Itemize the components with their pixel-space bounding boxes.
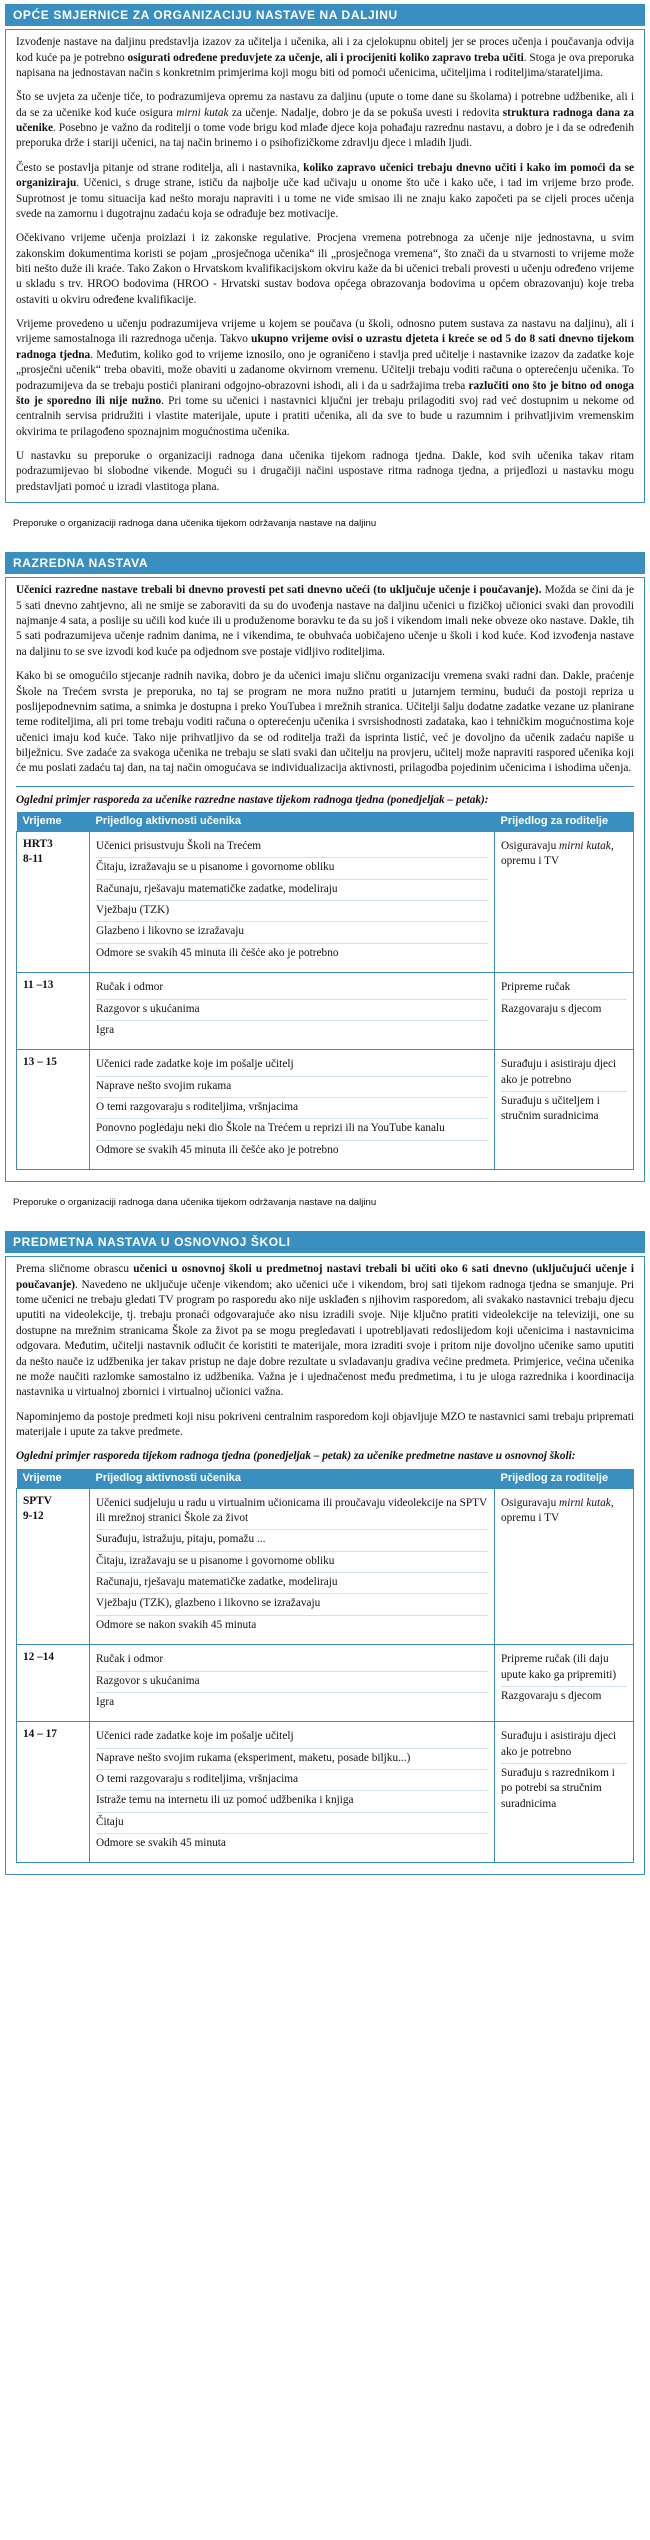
text-run: . Međutim, koliko god to vrijeme iznosilo, ono je ograničeno i stavlja pred učitelje i nastavnike izazov da zadatke koje „prosječni učenik“ treba obaviti, može obaviti u zadanome okvirnom vremenu. Učitelji trebaju voditi računa o opterećenju učenika. To podrazumijeva da se trebaju postići planirani odgojno-obrazovni ishodi, ali i da u sadržajima treba: [16, 348, 634, 392]
activity-item: Računaju, rješavaju matematičke zadatke, modeliraju: [96, 880, 488, 901]
activity-item: Ručak i odmor: [96, 1650, 488, 1671]
column-header: Vrijeme: [17, 812, 90, 831]
parents-cell: [495, 1050, 634, 1170]
activity-item: O temi razgovaraju s roditeljima, vršnjacima: [96, 1098, 488, 1119]
text-run: Osiguravaju: [501, 840, 560, 852]
activity-item: Vježbaju (TZK), glazbeno i likovno se izražavaju: [96, 1594, 488, 1615]
column-header: Vrijeme: [17, 1469, 90, 1488]
text-run: , opremu i TV: [501, 1496, 614, 1525]
activity-item: Odmore se svakih 45 minuta: [96, 1837, 226, 1850]
activities-cell: [90, 1722, 495, 1863]
activity-item: Igra: [96, 1023, 115, 1036]
paragraph: [16, 90, 634, 151]
text-run: Možda se čini da je 5 sati dnevno zahtjevno, ali ne smije se zaboraviti da su do uvođenja nastave na daljinu učenici u fizičkoj učionici svaki dan provodili najmanje 4 sata, a poslije su učili kod kuće ili u produženome boravku te da su još i vikendom imali neke obveze oko nastave. Dakle, tih 5 sati podrazumijeva učenje radnim danima, ne i vikendima, te obuhvaća uobičajeno učenje u školi i kod kuće. Kod izvođenja nastave na daljinu to se sve izvodi kod kuće pa odjednom sve postaje vidljivo roditeljima.: [16, 584, 634, 658]
activity-item: Vježbaju (TZK): [96, 901, 488, 922]
parent-suggestion: [501, 1055, 627, 1092]
text-run: Pripreme ručak (ili daju upute kako ga pripremiti): [501, 1653, 617, 1681]
emphasized-text: učenici u osnovnoj školi u predmetnoj nastavi trebali bi učiti oko 6 sati dnevno (uključujući učenje i poučavanje): [16, 1263, 634, 1291]
table-row: [17, 1050, 634, 1170]
activity-item: Učenici rade zadatke koje im pošalje učitelj: [96, 1055, 488, 1076]
time-text: 12 –14: [23, 1651, 55, 1664]
emphasized-text: razlučiti ono što je bitno od onoga što je sporedno ili nije nužno: [16, 379, 635, 407]
time-cell: [17, 832, 90, 973]
schedule-table-subject: [16, 1469, 634, 1864]
text-run: . Učenici, s druge strane, ističu da najbolje uče kad učivaju u onome što uče i kako uče, i tad im vrijeme brzo prođe. Suprotnost je tomu situacija kad nešto moraju napraviti i u tome ne vide smisao ili ne znaju kako započeti pa se cijeli proces učenja svede na zamornu i dugotrajnu zadaću koja se odrađuje bez motivacije.: [16, 177, 634, 220]
divider: [16, 786, 634, 787]
section-header-class-teaching: RAZREDNA NASTAVA: [5, 552, 645, 574]
time-text: 8-11: [23, 853, 44, 866]
column-header: Prijedlog za roditelje: [495, 812, 634, 831]
table-row: [17, 973, 634, 1050]
parent-suggestion: [501, 1650, 627, 1687]
text-run: . Pri tome su učenici i nastavnici ključni jer trebaju prilagoditi svoj rad već dostupnim u nekome od centralnih servisa pridružiti i vlastite materijale, upute i pratiti učenika, ali da sve to bude u razumnim i prihvatljivim vremenskim okvirima te prilagođeno spoznajnim mogućnostima učenika.: [16, 394, 634, 438]
activity-item: Odmore se svakih 45 minuta ili češće ako je potrebno: [96, 946, 339, 959]
activity-item: Istraže temu na internetu ili uz pomoć udžbenika i knjiga: [96, 1791, 488, 1812]
text-run: Pripreme ručak: [501, 981, 571, 994]
activities-cell: [90, 1645, 495, 1722]
parents-cell: [495, 1645, 634, 1722]
parent-suggestion: [501, 978, 627, 999]
section-header-general: OPĆE SMJERNICE ZA ORGANIZACIJU NASTAVE NA DALJINU: [5, 4, 645, 26]
time-text: 9-12: [23, 1510, 44, 1523]
italic-text: mirni kutak: [559, 1496, 611, 1509]
parent-suggestion: [501, 1494, 627, 1530]
text-run: . Navedeno ne uključuje učenje vikendom; ako učenici uče i vikendom, broj sati tijekom radnoga tjedna se smanjuje. Pri tome učenici ne trebaju gledati TV program po rasporedu ako nije usklađen s njihovim rasporedom, ali svakako nastavnici trebaju djecu uputiti na videolekcije, tj. trebaju pronaći odgovarajuće ako nisu izradili svoje. Nije ključno pratiti videolekcije na televiziji, one su dostupne na mrežnim stranicama Škole za život pa se mogu pregledavati i upotrebljavati redoslijedom koji učenicima i nastavnicima odgovara. Međutim, učitelji nastavnik odlučit će koristiti te materijale, mora izraditi svoje i pritom nije dovoljno učenike samo uputiti da nešto nauče iz udžbenika jer takav pristup ne daje dobre rezultate u svladavanju gradiva većine predmeta. Primjerice, većina učenika ne može naučiti razlomke samostalno iz udžbenika. Važna je i ujednačenost među predmetima, i tu je uloga razrednika i koordinacija nastavnika u virtualnoj zbornici i virtualnoj učionici važna.: [16, 1278, 634, 1399]
time-text: 14 – 17: [23, 1728, 57, 1741]
caption: Preporuke o organizaciji radnoga dana učenika tijekom održavanja nastave na daljinu: [13, 518, 377, 530]
parent-suggestion: [501, 1764, 627, 1815]
class-teaching-box: [5, 577, 645, 1182]
paragraph: [16, 449, 634, 495]
text-run: Razgovaraju s djecom: [501, 1002, 602, 1015]
activities-cell: [90, 1050, 495, 1170]
paragraph: [16, 583, 634, 660]
parents-cell: [495, 1722, 634, 1863]
parent-suggestion: [501, 1687, 627, 1707]
text-run: Osiguravaju: [501, 1496, 560, 1509]
time-text: SPTV: [23, 1494, 52, 1507]
activity-item: Čitaju: [96, 1813, 488, 1834]
column-header: Prijedlog za roditelje: [495, 1469, 634, 1488]
time-text: 11 –13: [23, 979, 54, 992]
text-run: Surađuju i asistiraju djeci ako je potrebno: [501, 1730, 617, 1758]
text-run: U nastavku su preporuke o organizaciji radnoga dana učenika tijekom radnoga tjedna. Dakle, kod svih učenika takav ritam podrazumijevao bi slobodne vikende. Mogući su i drugačiji načini uspostave ritma radnoga tjedna, a prijedlozi u nastavku mogu predstavljati pomoć u izradi vlastitoga plana.: [16, 449, 634, 493]
activity-item: Ponovno pogledaju neki dio Škole na Trećem u reprizi ili na YouTube kanalu: [96, 1119, 488, 1140]
paragraph: [16, 669, 634, 777]
paragraph: [16, 161, 634, 222]
activity-item: Učenici prisustvuju Školi na Trećem: [96, 837, 488, 858]
table-title: Ogledni primjer rasporeda za učenike razredne nastave tijekom radnoga tjedna (ponedjeljak – petak):: [16, 793, 489, 806]
emphasized-text: koliko zapravo učenici trebaju dnevno učiti i kako im pomoći da se organiziraju: [16, 161, 635, 190]
paragraph: [16, 317, 634, 440]
parents-cell: [495, 832, 634, 973]
time-cell: [17, 1645, 90, 1722]
activity-item: O temi razgovaraju s roditeljima, vršnjacima: [96, 1770, 488, 1791]
section-header-subject-teaching: PREDMETNA NASTAVA U OSNOVNOJ ŠKOLI: [5, 1231, 645, 1253]
activities-cell: [90, 1488, 495, 1645]
time-cell: [17, 1050, 90, 1170]
parent-suggestion: [501, 1000, 627, 1020]
activity-item: Čitaju, izražavaju se u pisanome i govornome obliku: [96, 858, 488, 879]
schedule-table-class: [16, 812, 634, 1170]
text-run: Razgovaraju s djecom: [501, 1689, 602, 1702]
activity-item: Čitaju, izražavaju se u pisanome i govornome obliku: [96, 1552, 488, 1573]
activity-item: Igra: [96, 1695, 115, 1708]
parent-suggestion: [501, 1727, 627, 1764]
activity-item: Razgovor s ukućanima: [96, 1672, 488, 1693]
text-run: Napominjemo da postoje predmeti koji nisu pokriveni centralnim rasporedom koji objavljuje MZO te nastavnici sami trebaju pripremati materijale i upute za takve predmete.: [16, 1410, 634, 1438]
paragraph: [16, 1262, 634, 1400]
text-run: Očekivano vrijeme učenja proizlazi i iz zakonske regulative. Procjena vremena potrebnoga za učenje nije jednostavna, u svim zakonskim dokumentima koristi se pojam „prosječnoga učenika“ ili „prosječnoga vremena“, što znači da u stvarnosti to vrijeme može biti nešto duže ili kraće. Tako Zakon o Hrvatskom kvalifikacijskom okviru kaže da bi učenici trebali provesti u učenju određeno vrijeme u skladu s trv. HROO bodovima (HROO - Hrvatski sustav bodova općega obrazovanja bodovima u općem obrazovanju) koje treba ostaviti u okviru određene kvalifikacije.: [16, 232, 634, 306]
table-row: [17, 1645, 634, 1722]
column-header: Prijedlog aktivnosti učenika: [90, 812, 495, 831]
text-run: Često se postavlja pitanje od strane roditelja, ali i nastavnika,: [16, 161, 304, 174]
activity-item: Odmore se svakih 45 minuta ili češće ako je potrebno: [96, 1143, 339, 1156]
subject-teaching-box: [5, 1256, 645, 1875]
activity-item: Surađuju, istražuju, pitaju, pomažu ...: [96, 1530, 488, 1551]
activity-item: Razgovor s ukućanima: [96, 1000, 488, 1021]
parents-cell: [495, 973, 634, 1050]
time-cell: [17, 1488, 90, 1645]
activity-item: Naprave nešto svojim rukama (eksperiment, maketu, posade biljku...): [96, 1749, 488, 1770]
text-run: Što se uvjeta za učenje tiče, to podrazumijeva opremu za nastavu za daljinu (upute o tome dane su školama) i potrebne udžbenike, ali i da se za učenike kod kuće osigura: [16, 91, 634, 119]
parents-cell: [495, 1488, 634, 1645]
activities-cell: [90, 832, 495, 973]
time-cell: [17, 1722, 90, 1863]
time-text: HRT3: [23, 838, 53, 850]
table-row: [17, 832, 634, 973]
activity-item: Ručak i odmor: [96, 978, 488, 999]
table-row: [17, 1722, 634, 1863]
emphasized-text: osigurati određene preduvjete za učenje, ali i procijeniti koliko zapravo treba učiti: [127, 51, 524, 64]
activity-item: Odmore se nakon svakih 45 minuta: [96, 1618, 257, 1631]
paragraph: [16, 1410, 634, 1441]
text-run: Surađuju s razrednikom i po potrebi sa stručnim suradnicima: [501, 1766, 615, 1810]
emphasized-text: ukupno vrijeme ovisi o uzrastu djeteta i kreće se od 5 do 8 sati dnevno tijekom radnoga tjedna: [16, 333, 634, 361]
general-guidelines-box: [5, 29, 645, 503]
activity-item: Učenici rade zadatke koje im pošalje učitelj: [96, 1727, 488, 1748]
paragraph: [16, 35, 634, 81]
table-title: Ogledni primjer rasporeda tijekom radnoga tjedna (ponedjeljak – petak) za učenike predmetne nastave u osnovnoj školi:: [16, 1450, 576, 1463]
column-header: Prijedlog aktivnosti učenika: [90, 1469, 495, 1488]
time-cell: [17, 973, 90, 1050]
activity-item: Naprave nešto svojim rukama: [96, 1077, 488, 1098]
italic-text: mirni kutak: [559, 840, 611, 852]
text-run: . Posebno je važno da roditelji o tome vode brigu kod mlađe djece koja pohađaju razrednu nastavu, a dobro je i da se određenih preporuka drže i stariji učenici, na taj način brinemo i o psihofizičkome zdravlju djece i mladih ljudi.: [16, 122, 634, 150]
caption: Preporuke o organizaciji radnoga dana učenika tijekom održavanja nastave na daljinu: [13, 1197, 377, 1209]
text-run: Kako bi se omogućilo stjecanje radnih navika, dobro je da učenici imaju sličnu organizaciju vremena svaki radni dan. Dakle, praćenje Škole na Trećem svrsta je preporuka, no taj se program ne mora nužno pratiti u jutarnjem terminu, budući da postoji repriza u poslijepodnevnim satima, a snimka je dostupna i preko YouTubea i mrežnih stranica. Učitelji šalju dodatne zadatke vezane uz planirane teme roditeljima, ali pri tome trebaju voditi računa o opterećenju učenika i svrsishodnosti zadataka, kao i tehničkim mogućnostima koje učenici imaju kod kuće. Tako nije prihvatljivo da se od roditelja traži da isprinta listić, već je dovoljno da učenik zadaću napiše u bilježnicu. Sve zadaće za svakoga učenika ne trebaju se slati svaki dan učitelju na provjeru, učitelj može napraviti raspored učenika koji će mu poslati zadaću taj dan, na taj način omogućava se individualizacija aktivnosti, prilagodba pojedinim učenicima i ishodima učenja.: [16, 670, 634, 775]
emphasized-text: Učenici razredne nastave trebali bi dnevno provesti pet sati dnevno učeći (to uključuje učenje i poučavanje).: [16, 584, 542, 597]
parent-suggestion: [501, 1092, 627, 1128]
activity-item: Učenici sudjeluju u radu u virtualnim učionicama ili proučavaju videolekcije na SPTV ili mrežnoj stranici Škole za život: [96, 1494, 488, 1531]
text-run: Prema sličnome obrascu: [16, 1263, 134, 1276]
parent-suggestion: [501, 837, 627, 873]
text-run: Surađuju i asistiraju djeci ako je potrebno: [501, 1058, 617, 1086]
paragraph: [16, 231, 634, 308]
text-run: Vrijeme provedeno u učenju podrazumijeva vrijeme u kojem se poučava (u školi, odnosno putem sustava za nastavu na daljinu), ali i vrijeme samostalnoga ili razrednoga učenja. Takvo: [16, 318, 634, 346]
italic-text: mirni kutak: [176, 106, 229, 119]
text-run: Izvođenje nastave na daljinu predstavlja izazov za učitelja i učenika, ali i za cjelokupnu obitelj jer se proces učenja i poučavanja odvija kod kuće pa je potrebno: [16, 36, 634, 64]
activities-cell: [90, 973, 495, 1050]
text-run: Surađuju s učiteljem i stručnim suradnicima: [501, 1094, 600, 1123]
emphasized-text: struktura radnoga dana za učenike: [16, 106, 634, 135]
activity-item: Glazbeno i likovno se izražavaju: [96, 922, 488, 943]
text-run: za učenje. Nadalje, dobro je da se pokuša uvesti i redovita: [228, 106, 503, 119]
table-row: [17, 1488, 634, 1645]
time-text: 13 – 15: [23, 1056, 57, 1069]
text-run: . Stoga je ova preporuka napisana na jednostavan način s konkretnim primjerima koji mogu biti od pomoći učenicima, učiteljima i roditeljima/starateljima.: [16, 51, 634, 80]
text-run: , opremu i TV: [501, 840, 614, 868]
activity-item: Računaju, rješavaju matematičke zadatke, modeliraju: [96, 1573, 488, 1594]
